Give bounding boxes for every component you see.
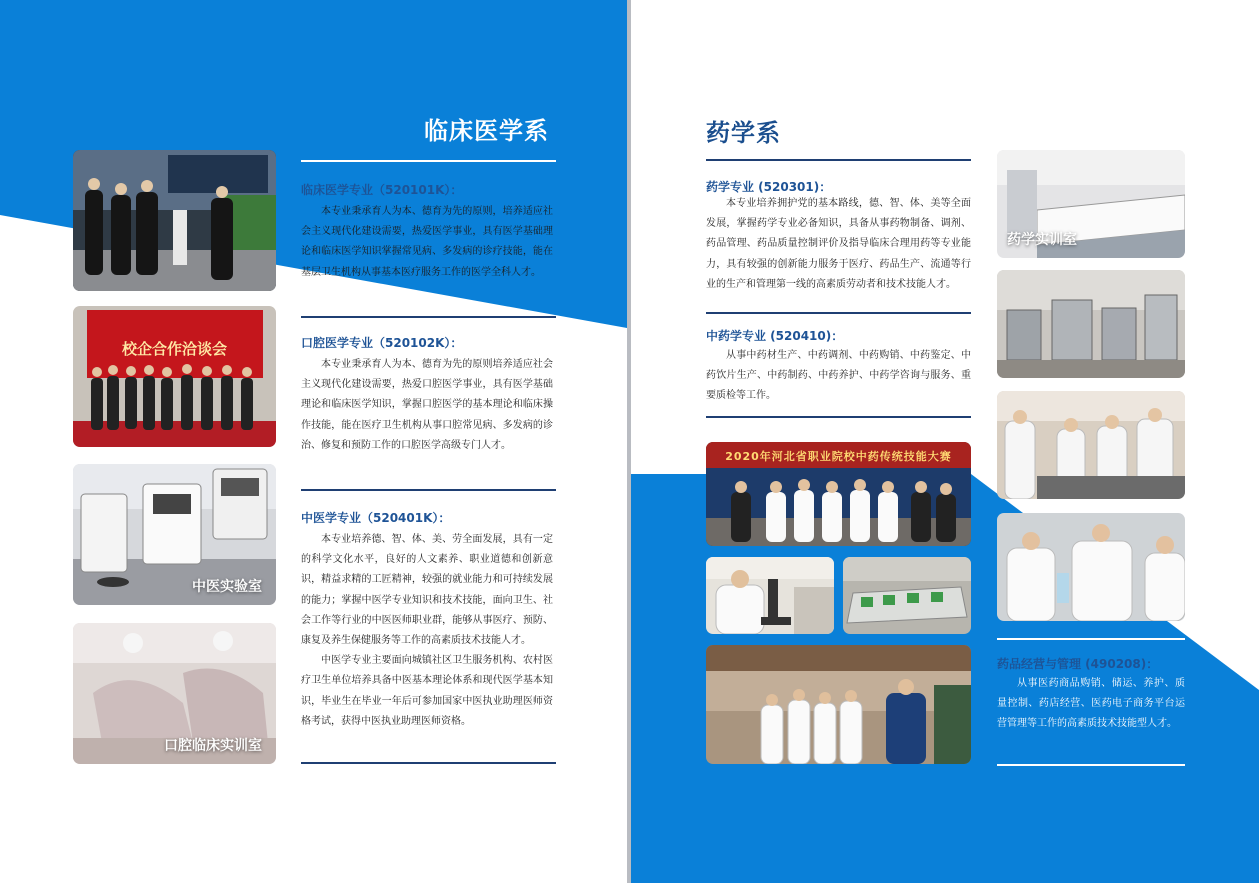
major-title-stomatology: 口腔医学专业（520102K）：	[301, 336, 463, 350]
major-body-pharmacy	[706, 194, 971, 295]
photo-competition	[706, 442, 971, 546]
major-body-tcm	[301, 530, 553, 732]
photo-hospital-visit	[73, 150, 276, 291]
major-body-clinical-medicine	[301, 202, 553, 283]
section-title-pharmacy: 药学系	[706, 119, 781, 147]
divider	[301, 160, 556, 162]
divider	[301, 316, 556, 318]
major-paragraph: 本专业培养拥护党的基本路线，德、智、体、美等全面发展，掌握药学专业必备知识，具备从事药物制备、调剂、药品管理、药品质量控制评价及指导临床合理用药等专业能力，具有较强的创新能力服务于医疗、药品生产、流通等行业的生产和管理第一线的高素质劳动者和技术技能人才。	[706, 198, 971, 290]
photo-microscope	[706, 557, 834, 634]
major-paragraph: 从事中药材生产、中药调剂、中药购销、中药鉴定、中药饮片生产、中药制药、中药养护、中药学咨询与服务、重要质检等工作。	[706, 350, 971, 402]
divider	[301, 489, 556, 491]
major-paragraph: 本专业培养德、智、体、美、劳全面发展，具有一定的科学文化水平，良好的人文素养、职业道德和创新意识，精益求精的工匠精神，较强的就业能力和可持续发展的能力；掌握中医学专业知识和技术技能，面向卫生、社会工作等行业的中医医师职业群，能够从事医疗、预防、康复及养生保健服务等工作的高素质技术技能人才。	[301, 534, 553, 647]
major-paragraph: 本专业秉承育人为本、德育为先的原则，培养适应社会主义现代化建设需要，热爱医学事业，具有医学基础理论和临床医学知识掌握常见病、多发病的诊疗技能，能在基层卫生机构从事基本医疗服务工作的医学全科人才。	[301, 206, 553, 278]
photo-pharmacy-store	[706, 645, 971, 764]
photo-banner-text: 校企合作洽谈会	[121, 340, 227, 358]
major-body-tcm-pharmacy	[706, 346, 971, 407]
photo-tcm-lab	[73, 464, 276, 605]
photo-dental-training-room	[73, 623, 276, 764]
photo-pharmacy-training-room	[997, 150, 1185, 258]
photo-cooperation-meeting	[73, 306, 276, 447]
major-paragraph: 本专业秉承育人为本、德育为先的原则培养适应社会主义现代化建设需要，热爱口腔医学事业，具有医学基础理论和临床医学知识，掌握口腔医学的基本理论和临床操作技能，能在医疗卫生机构从事口腔常见病、多发病的诊治、修复和预防工作的口腔医学高级专门人才。	[301, 359, 553, 451]
divider	[997, 638, 1185, 640]
divider	[301, 762, 556, 764]
major-title-drug-business: 药品经营与管理 (490208)：	[997, 657, 1159, 671]
major-paragraph: 从事医药商品购销、储运、养护、质量控制、药店经营、医药电子商务平台运营管理等工作的高素质技术技能型人才。	[997, 678, 1185, 730]
major-title-pharmacy: 药学专业 (520301)：	[706, 180, 832, 194]
photo-students-lab	[997, 391, 1185, 499]
photo-pharma-equipment	[997, 270, 1185, 378]
major-title-clinical-medicine: 临床医学专业（520101K）：	[301, 183, 463, 197]
major-title-tcm-pharmacy: 中药学专业 (520410)：	[706, 329, 844, 343]
right-page	[631, 0, 1259, 883]
major-body-stomatology	[301, 355, 553, 456]
photo-pharmacy-model	[843, 557, 971, 634]
photo-banner-text: 2020年河北省职业院校中药传统技能大赛	[725, 450, 952, 463]
photo-lab-experiment	[997, 513, 1185, 621]
photo-label-dental-training-room: 口腔临床实训室	[164, 738, 262, 754]
divider	[706, 416, 971, 418]
photo-label-tcm-lab: 中医实验室	[192, 579, 262, 595]
divider	[706, 159, 971, 161]
photo-label-pharmacy-training-room: 药学实训室	[1007, 232, 1077, 248]
divider	[997, 764, 1185, 766]
section-title-clinical: 临床医学系	[424, 117, 549, 145]
major-body-drug-business	[997, 674, 1185, 735]
major-paragraph: 中医学专业主要面向城镇社区卫生服务机构、农村医疗卫生单位培养具备中医基本理论体系和现代医学基本知识，毕业生在毕业一年后可参加国家中医执业助理医师资格考试，获得中医执业助理医师资格。	[301, 655, 553, 727]
major-title-tcm: 中医学专业（520401K）：	[301, 511, 451, 525]
left-page	[0, 0, 627, 883]
divider	[706, 312, 971, 314]
